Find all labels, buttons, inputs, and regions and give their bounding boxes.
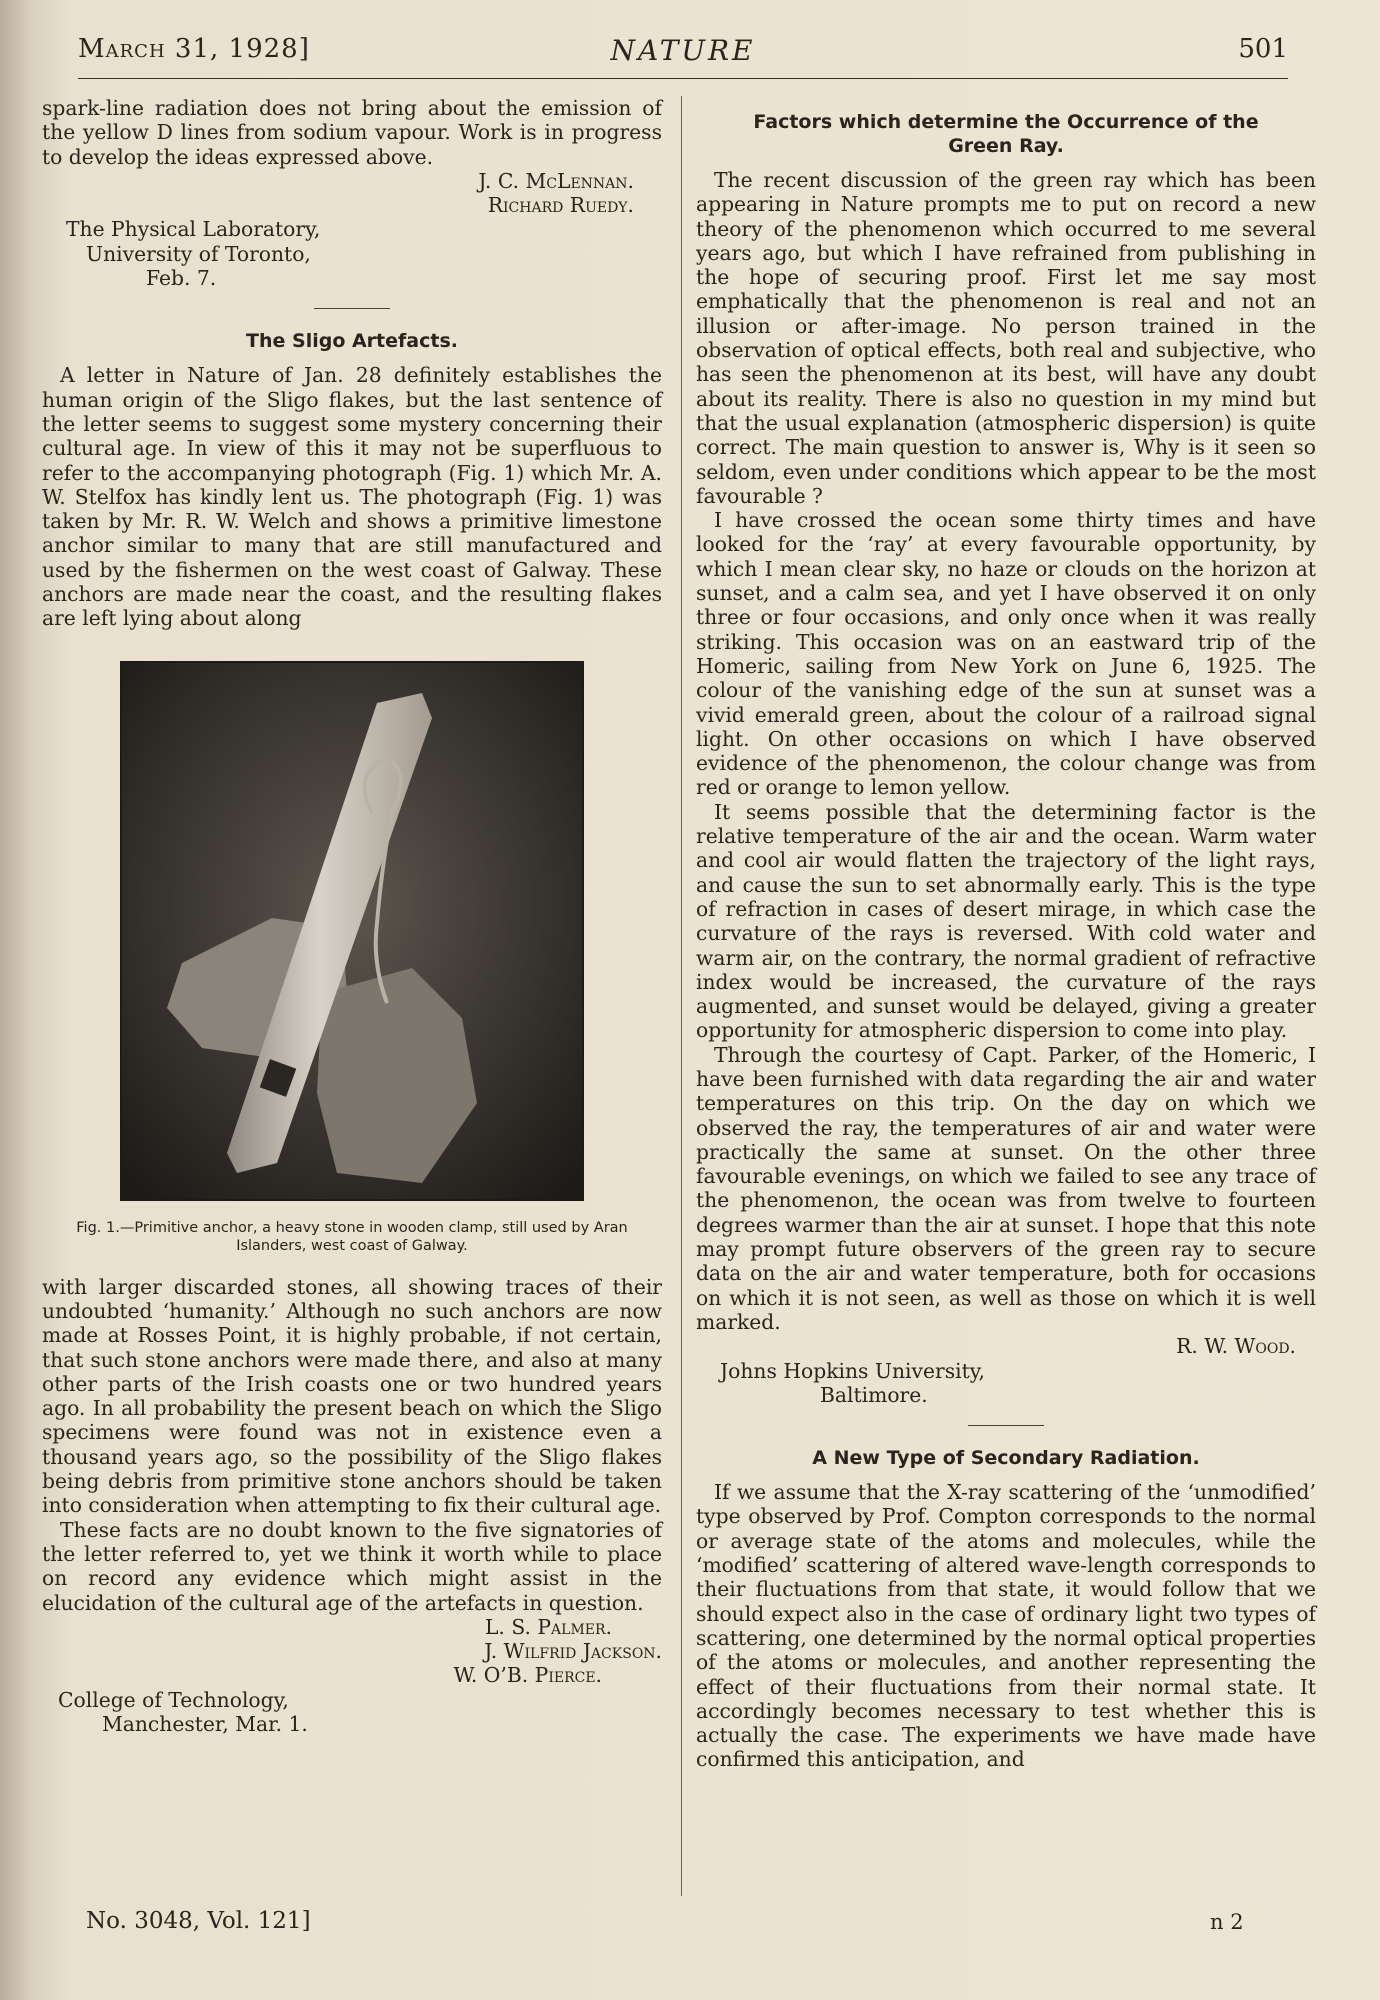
green-paragraph-4: Through the courtesy of Capt. Parker, of the Homeric, I have been furnished with data regarding the air and water temperatures on this trip. On the day on which we observed the ray, the temperatures of air and water were practically the same at sunset. On the other three favourable evenings, on which we failed to see any trace of the phenomenon, the ocean was from twelve to fourteen degrees warmer than the air at sunset. I hope that this note may prompt future observers of the green ray to secure data on the air and water temperature, both for occasions on which it is not seen, as well as those on which it is well marked.	[696, 1042, 1316, 1334]
section-divider	[314, 308, 390, 309]
address-line: University of Toronto,	[86, 241, 311, 266]
signature-wood: R. W. Wood.	[1176, 1334, 1296, 1359]
address-line: Manchester, Mar. 1.	[102, 1711, 308, 1736]
address-line: Baltimore.	[820, 1382, 928, 1407]
page-number: 501	[1238, 34, 1288, 64]
green-paragraph-1: The recent discussion of the green ray which has been appearing in Nature prompts me to put on record a new theory of the phenomenon which occurred to me several years ago, but which I have refrained from publishing in the hope of securing proof. First let me say most emphatically that the phenomenon is real and not an illusion or after-image. No person trained in the observation of optical effects, both real and subjective, who has seen the phenomenon at its best, will have any doubt about its reality. There is also no question in my mind but that the usual explanation (atmospheric dispersion) is quite correct. The main question to answer is, Why is it seen so seldom, even under conditions which appear to be the most favourable ?	[696, 168, 1316, 508]
figure-anchor-photo	[120, 661, 584, 1201]
article-title-secondary-radiation: A New Type of Secondary Radiation.	[812, 1447, 1200, 1470]
sligo-paragraph-1: A letter in Nature of Jan. 28 definitely establishes the human origin of the Sligo flakes, but the last sentence of the letter seems to suggest some mystery concerning their cultural age. In view of this it may not be superfluous to refer to the accompanying photograph (Fig. 1) which Mr. A. W. Stelfox has kindly lent us. The photograph (Fig. 1) was taken by Mr. R. W. Welch and shows a primitive limestone anchor similar to many that are still manufactured and used by the fishermen on the west coast of Galway. These anchors are made near the coast, and the resulting flakes are left lying about along	[42, 363, 662, 631]
signature-pierce: W. O’B. Pierce.	[453, 1663, 602, 1688]
signature-jackson: J. Wilfrid Jackson.	[484, 1639, 662, 1664]
column-rule	[681, 96, 682, 1896]
left-column	[42, 96, 662, 1736]
figure-caption: Fig. 1.—Primitive anchor, a heavy stone in wooden clamp, still used by Aran Islanders, west coast of Galway.	[76, 1219, 628, 1254]
address-line: The Physical Laboratory,	[66, 217, 321, 242]
journal-title: NATURE	[610, 34, 756, 67]
section-divider	[968, 1425, 1044, 1426]
signature-mclennan: J. C. McLennan.	[478, 168, 634, 193]
issue-volume: No. 3048, Vol. 121]	[86, 1908, 311, 1934]
right-column	[696, 96, 1316, 1772]
green-paragraph-2: I have crossed the ocean some thirty times and have looked for the ‘ray’ at every favourable opportunity, by which I mean clear sky, no haze or clouds on the horizon at sunset, and a calm sea, and yet I have observed it on only three or four occasions, and only once when it was really striking. This occasion was on an eastward trip of the Homeric, sailing from New York on June 6, 1925. The colour of the vanishing edge of the sun at sunset was a vivid emerald green, about the colour of a railroad signal light. On other occasions on which I have observed evidence of the phenomenon, the colour change was from red or orange to lemon yellow.	[696, 508, 1316, 800]
green-paragraph-3: It seems possible that the determining factor is the relative temperature of the air and the ocean. Warm water and cool air would flatten the trajectory of the light rays, and cause the sun to set abnormally early. This is the type of refraction in cases of desert mirage, in which case the curvature of the rays is reversed. With cold water and warm air, on the contrary, the normal gradient of refractive index would be increased, the curvature of the rays augmented, and sunset would be delayed, giving a greater opportunity for atmospheric dispersion to come into play.	[696, 799, 1316, 1043]
address-line: Johns Hopkins University,	[720, 1358, 985, 1383]
signature-ruedy: Richard Ruedy.	[487, 193, 634, 218]
anchor-photo-image	[122, 663, 582, 1199]
article-title-green-ray: Factors which determine the Occurrence of the Green Ray.	[753, 111, 1259, 157]
article-title-sligo: The Sligo Artefacts.	[246, 330, 458, 353]
intro-paragraph: spark-line radiation does not bring about the emission of the yellow D lines from sodium vapour. Work is in progress to develop the ideas expressed above.	[42, 96, 662, 169]
issue-date: March 31, 1928]	[78, 34, 310, 64]
address-date: Feb. 7.	[146, 266, 217, 291]
secondary-paragraph-1: If we assume that the X-ray scattering of the ‘unmodified’ type observed by Prof. Compton corresponds to the normal or average state of the atoms and molecules, while the ‘modified’ scattering of altered wave-length corresponds to their fluctuations from that state, it would follow that we should expect also in the case of ordinary light two types of scattering, one determined by the normal optical properties of the atoms or molecules, and another representing the effect of their fluctuations from their normal state. It accordingly becomes necessary to test whether this is actually the case. The experiments we have made have confirmed this anticipation, and	[696, 1480, 1316, 1772]
address-line: College of Technology,	[58, 1687, 289, 1712]
running-head	[78, 34, 1288, 79]
sligo-paragraph-2: with larger discarded stones, all showing traces of their undoubted ‘humanity.’ Although no such anchors are now made at Rosses Point, it is highly probable, if not certain, that such stone anchors were made there, and also at many other parts of the Irish coasts one or two hundred years ago. In all probability the present beach on which the Sligo specimens were found was not in existence even a thousand years ago, so the possibility of the Sligo flakes being debris from primitive stone anchors should be taken into consideration when attempting to fix their cultural age.	[42, 1274, 662, 1518]
signature-mark: n 2	[1210, 1910, 1244, 1934]
signature-palmer: L. S. Palmer.	[484, 1614, 612, 1639]
sligo-paragraph-3: These facts are no doubt known to the five signatories of the letter referred to, yet we think it worth while to place on record any evidence which might assist in the elucidation of the cultural age of the artefacts in question.	[42, 1517, 662, 1615]
